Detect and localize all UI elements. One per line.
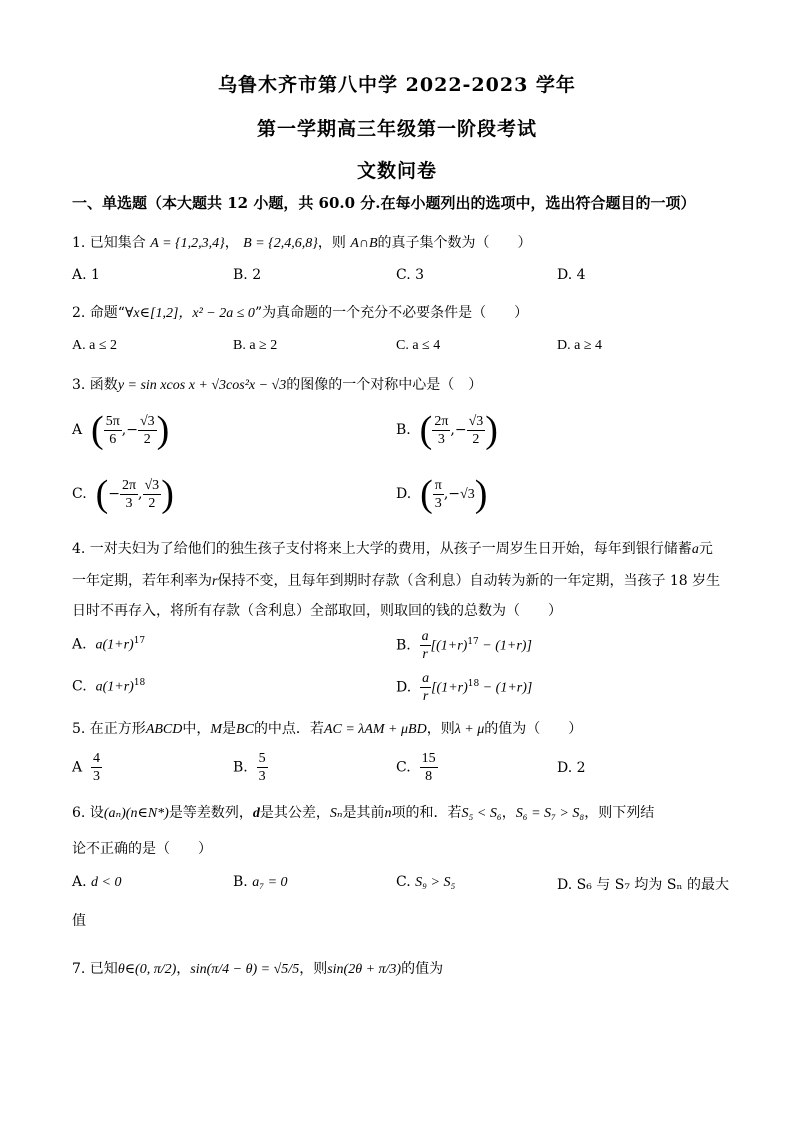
question-6-line-1 [72, 802, 732, 822]
q5-d-label: D. [557, 760, 573, 776]
q5-mid1: 中， [182, 721, 211, 737]
q3-a-den2: 2 [143, 431, 151, 447]
q3-d-sign: − [448, 486, 461, 502]
q4-var-a: a [691, 542, 699, 557]
q1-prefix: 1. 已知集合 [72, 235, 146, 251]
q7-mid: ，则 [299, 961, 328, 977]
q1-set-b: B = {2,4,6,8} [243, 236, 318, 251]
q3-a-frac2 [138, 413, 157, 448]
q5-mid4: ，则 [426, 721, 455, 737]
q4-a-expr: a(1+r) [95, 637, 134, 653]
q3-c-frac2 [143, 477, 162, 512]
q6-c-label: C. [396, 874, 411, 890]
q5-c-label: C. [396, 759, 411, 776]
question-3 [72, 374, 732, 394]
q3-d-lparen: ( [420, 473, 433, 515]
q3-b-rparen: ) [485, 409, 498, 451]
q1-option-a: A. 1 [72, 267, 100, 283]
q5-option-b [233, 750, 268, 785]
q5-option-d [557, 760, 586, 776]
q6-option-d [557, 874, 729, 894]
q5-mid3: 的中点．若 [253, 721, 324, 737]
q6-a: 6. 设 [72, 805, 104, 821]
q3-c-num1: 2π [121, 477, 137, 493]
q3-b-den2: 2 [472, 431, 480, 447]
q3-c-den2: 2 [148, 495, 156, 511]
q3-c-frac1 [120, 477, 138, 512]
exam-title-subject: 文数问卷 [356, 160, 437, 182]
q3-c-rparen: ) [161, 473, 174, 515]
q3-suffix: 的图像的一个对称中心是（ ） [286, 377, 483, 393]
q5-a-num: 4 [93, 751, 101, 766]
q5-lambda-mu: λ + μ [454, 722, 485, 737]
q3-a-den1: 6 [109, 431, 117, 447]
question-4-line-2 [72, 570, 732, 590]
q3-option-d: D. ( $\frac{\pi}{3}$ ,−√3) [396, 473, 488, 515]
q5-mid2: 是 [222, 721, 237, 737]
q4-option-b [396, 628, 532, 663]
q5-vector-eq: AC = λAM + μBD [323, 722, 427, 737]
q3-d-rparen: ) [474, 473, 488, 515]
q5-a-den: 3 [93, 769, 101, 784]
q6-d-label: D. [557, 877, 573, 893]
q4-b-frac [420, 628, 431, 663]
q5-c-frac [420, 750, 438, 785]
q4-option-d [396, 670, 532, 705]
q5-suffix: 的值为（ ） [484, 721, 583, 737]
q3-c-label: C. [72, 486, 87, 502]
q4-b-frac-den: r [422, 647, 428, 662]
q3-c-num2: √3 [144, 477, 160, 493]
q3-d-frac1 [433, 477, 444, 512]
exam-title-term: 第一学期高三年级第一阶段考试 [256, 118, 537, 140]
q3-a-num1: 5π [105, 413, 120, 429]
q3-b-lparen: ( [419, 409, 433, 451]
q2-condition: ∀x∈[1,2]，x² − 2a ≤ 0 [124, 306, 255, 321]
q5-c-den: 8 [425, 769, 433, 784]
q6-c: 是其公差， [259, 805, 330, 821]
q3-d-num1: π [434, 477, 442, 493]
q5-d-text: 2 [576, 760, 586, 776]
q6-d-text: 是其前 [342, 805, 385, 821]
q6-d-option-text: S₆ 与 S₇ 均为 Sₙ 的最大 [576, 877, 729, 893]
q4-b-frac-num: a [421, 629, 429, 644]
q3-a-num2: √3 [139, 413, 155, 429]
q4-line2-a: 一年定期，若年利率为 [72, 573, 212, 589]
q4-c-exp: 18 [133, 678, 146, 688]
q6-e: 项的和．若 [391, 805, 462, 821]
q3-d-label: D. [396, 486, 412, 502]
q6-seq: (aₙ)(n∈N*) [103, 806, 169, 821]
q5-b-den: 3 [258, 769, 266, 784]
q4-a-label: A. [72, 636, 87, 653]
q3-a-sign: − [126, 422, 138, 438]
q5-m: M [210, 722, 223, 737]
q3-a-rparen: ) [156, 409, 170, 451]
q1-expr: A∩B [350, 236, 378, 251]
q4-c-expr: a(1+r) [95, 679, 134, 695]
q2-option-b: B. a ≥ 2 [233, 338, 278, 353]
question-6-line-2: 论不正确的是（ ） [72, 841, 212, 857]
q4-option-a [72, 636, 145, 654]
q6-b-label: B. [233, 874, 248, 890]
q3-a-lparen: ( [91, 409, 104, 451]
question-1 [72, 232, 732, 252]
q5-a-frac [91, 750, 102, 785]
q3-option-a: A ( $\frac{5\pi}{6}$ ,− $\frac{√3}{2}$ ) [72, 409, 170, 451]
q5-option-c [396, 750, 438, 785]
q4-var-r: r [212, 574, 218, 589]
q4-b-tail: − (1+r)] [478, 638, 532, 654]
q5-option-a [72, 750, 102, 785]
q7-suffix: 的值为 [401, 961, 444, 977]
q3-b-label: B. [396, 422, 411, 438]
q1-option-d: D. 4 [557, 267, 586, 283]
q5-bc: BC [236, 722, 254, 737]
q6-option-d-wrap: 值 [72, 913, 86, 929]
q2-option-d: D. a ≥ 4 [557, 338, 603, 353]
q4-d-frac [420, 670, 431, 705]
q6-sep: ， [501, 805, 516, 821]
q7-sep: ， [176, 961, 191, 977]
q6-cond2: S₆ = S₇ > S₈ [515, 806, 585, 821]
q4-option-c [72, 678, 145, 696]
q5-c-num: 15 [421, 751, 436, 766]
q1-option-c: C. 3 [396, 267, 425, 283]
exam-title-school: 乌鲁木齐市第八中学 2022-2023 学年 [218, 74, 576, 96]
q6-b-text: a₇ = 0 [252, 875, 288, 890]
q5-abcd: ABCD [145, 722, 183, 737]
q6-d: d [252, 806, 260, 821]
q2-suffix: ”为真命题的一个充分不必要条件是（ ） [254, 305, 529, 321]
q5-a-label: A [72, 759, 83, 776]
q4-d-frac-num: a [422, 671, 430, 686]
q6-cond1: S₅ < S₆ [461, 806, 502, 821]
q5-b-num: 5 [258, 751, 266, 766]
q3-c-sign: − [108, 486, 120, 502]
q6-c-text: S₉ > S₅ [415, 875, 456, 890]
q5-b-label: B. [233, 759, 248, 776]
q6-option-a [72, 874, 121, 891]
q4-line2-b: 保持不变，且每年到期时存款（含利息）自动转为新的一年定期，当孩子 18 岁生 [217, 573, 721, 589]
q2-prefix: 2. 命题“ [72, 305, 125, 321]
q3-b-frac1 [432, 413, 450, 448]
q6-n: n [384, 806, 392, 821]
q6-a-text: d < 0 [91, 875, 122, 890]
q1-set-a: A = {1,2,3,4} [150, 236, 225, 251]
q4-d-tail: − (1+r)] [479, 680, 533, 696]
question-2 [72, 302, 732, 322]
q3-b-frac2 [467, 413, 486, 448]
q7-equation: sin(π/4 − θ) = √5/5 [190, 962, 300, 977]
q3-b-den1: 3 [437, 431, 445, 447]
q3-option-c: C. (− $\frac{2\pi}{3}$ , $\frac{√3}{2}$ ) [72, 473, 174, 515]
q7-target: sin(2θ + π/3) [327, 962, 402, 977]
q3-a-label: A [72, 422, 83, 438]
q3-function: y = sin xcos x + √3cos²x − √3 [117, 378, 287, 393]
q4-b-exp: 17 [467, 636, 479, 647]
q1-option-b: B. 2 [233, 267, 262, 283]
q7-condition: θ∈(0, π/2) [117, 962, 177, 977]
q4-d-frac-den: r [422, 689, 429, 704]
q3-b-num2: √3 [468, 413, 484, 429]
question-4-line-3: 日时不再存入，将所有存款（含利息）全部取回，则取回的钱的总数为（ ） [72, 603, 562, 619]
q4-b-label: B. [396, 637, 411, 654]
section-heading: 一、单选题（本大题共 12 小题，共 60.0 分.在每小题列出的选项中，选出符合题目的一项） [72, 194, 696, 212]
q6-option-b [233, 874, 288, 891]
q2-option-c: C. a ≤ 4 [396, 338, 441, 353]
q4-line1-end: 元 [698, 541, 713, 557]
question-7 [72, 958, 732, 978]
q4-a-exp: 17 [133, 636, 146, 646]
q3-prefix: 3. 函数 [72, 377, 118, 393]
q6-a-label: A. [72, 874, 87, 890]
q6-f: ，则下列结 [584, 805, 655, 821]
q6-option-c [396, 874, 455, 891]
q3-b-sign: − [454, 422, 467, 438]
q3-d-den1: 3 [434, 495, 442, 511]
q6-sn: Sₙ [329, 806, 343, 821]
q5-b-frac [257, 750, 268, 785]
question-5 [72, 718, 732, 738]
q1-suffix: 的真子集个数为（ ） [377, 235, 532, 251]
q4-b-expr: [(1+r) [430, 638, 468, 654]
q3-c-den1: 3 [125, 495, 133, 511]
q3-c-lparen: ( [95, 473, 109, 515]
q6-b: 是等差数列， [168, 805, 253, 821]
q3-b-num1: 2π [434, 413, 449, 429]
q1-comma: ， [224, 235, 239, 251]
q4-line1: 4. 一对夫妇为了给他们的独生孩子支付将来上大学的费用，从孩子一周岁生日开始，每年到银行储蓄 [72, 541, 692, 557]
q5-prefix: 5. 在正方形 [72, 721, 146, 737]
q7-prefix: 7. 已知 [72, 961, 118, 977]
q3-option-b: B. ( $\frac{2\pi}{3}$ ,− $\frac{√3}{2}$ ) [396, 409, 498, 451]
q3-d-value: √3 [460, 487, 475, 502]
q2-option-a: A. a ≤ 2 [72, 338, 118, 353]
q1-mid: ，则 [317, 235, 346, 251]
q4-d-label: D. [396, 679, 412, 696]
q3-a-frac1 [104, 413, 122, 448]
q4-c-label: C. [72, 678, 87, 695]
q4-d-expr: [(1+r) [431, 680, 468, 696]
q4-d-exp: 18 [467, 678, 480, 689]
question-4-line-1 [72, 538, 732, 558]
